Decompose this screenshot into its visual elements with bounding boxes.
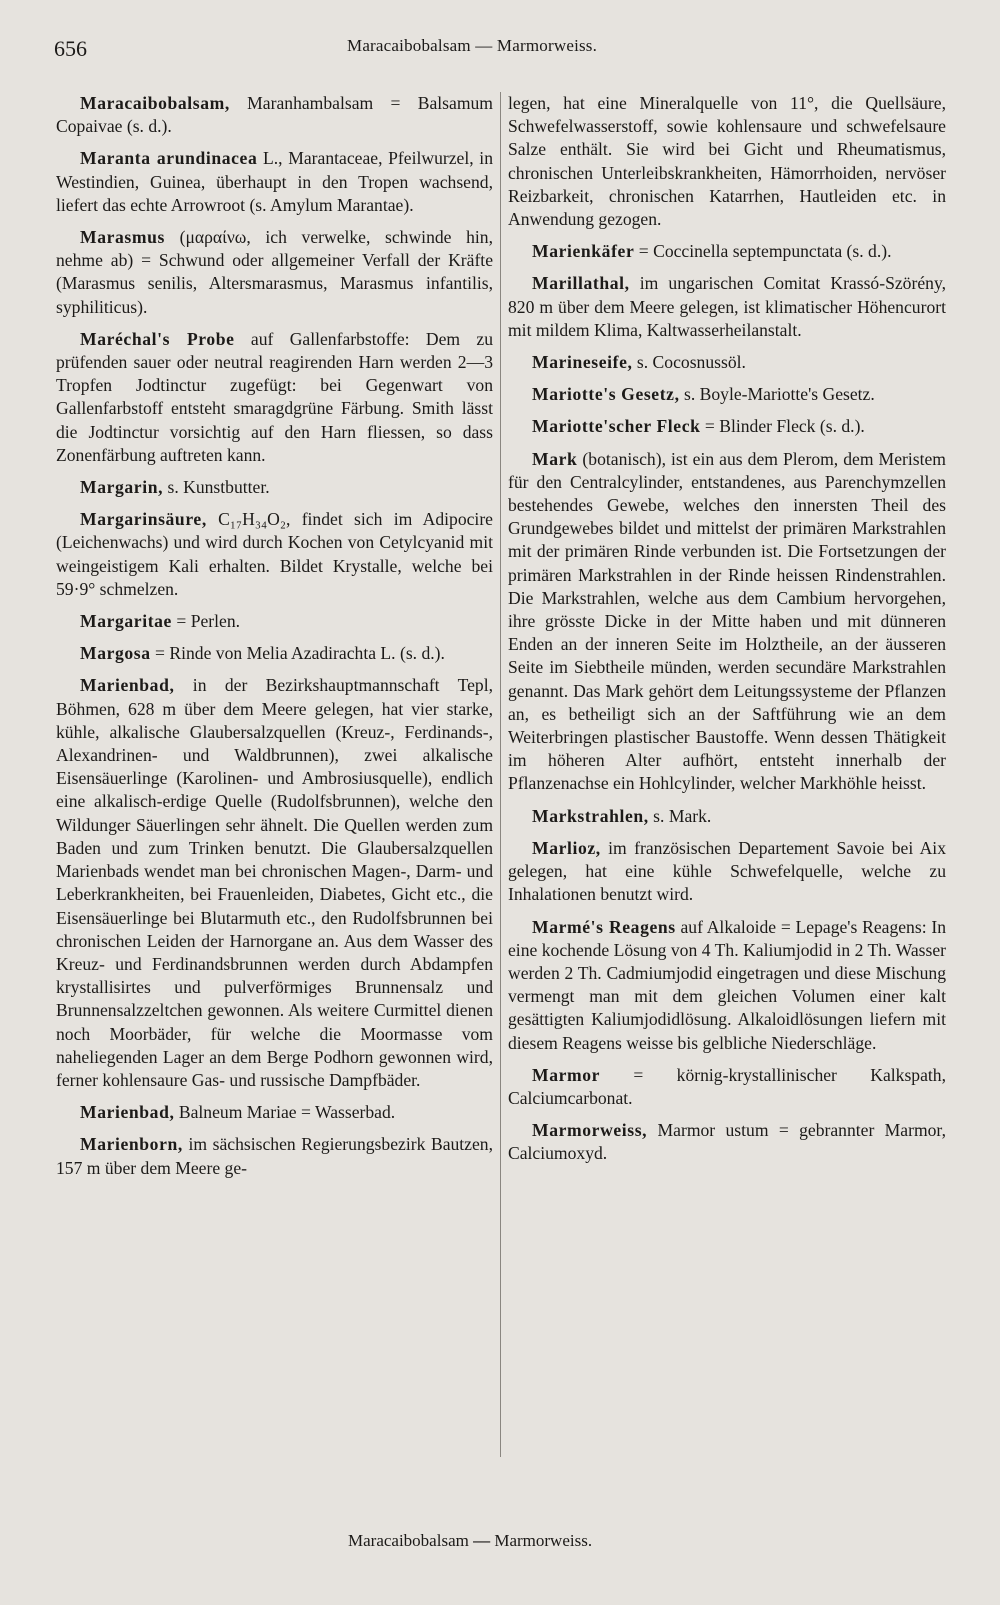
right-column <box>508 92 946 1175</box>
entry-text: s. Kunstbutter. <box>163 477 270 498</box>
entry-headword: Marineseife, <box>532 352 633 373</box>
column-divider <box>500 92 501 1457</box>
entry <box>508 448 946 796</box>
entry-text: Maranhambalsam = Balsamum Copaivae (s. d.). <box>56 93 493 137</box>
entry <box>56 328 493 467</box>
entry-headword: Mark <box>532 448 578 469</box>
footer-second: Marmorweiss. <box>494 1531 593 1550</box>
entry-text: s. Boyle-Mariotte's Gesetz. <box>679 384 875 405</box>
entry <box>508 415 946 438</box>
entry <box>56 476 493 499</box>
entry-headword: Mariotte's Gesetz, <box>532 384 680 405</box>
entry-text: auf Gallenfarbstoffe: Dem zu prüfenden sauer oder neutral reagirenden Harn werden 2—3 Tropfen Jodtinctur zugefügt: bei Gegenwart von Gallenfarbstoff entsteht smaragdgrüne Färbung. Smith lässt die Jodtinctur vorsichtig auf den Harn fliessen, so dass Zonenfärbung auftreten kann. <box>56 328 493 465</box>
entry-headword: Marienborn, <box>80 1134 183 1155</box>
entry-text: im ungarischen Comitat Krassó-Szörény, 820 m über dem Meere gelegen, ist klimatischer Höhencurort mit mildem Klima, Kaltwasserheilanstalt. <box>508 273 946 340</box>
entry-text: = Coccinella septempunctata (s. d.). <box>634 241 892 262</box>
entry <box>508 240 946 263</box>
entry-headword: Margarinsäure, <box>80 509 207 530</box>
page-footer <box>348 1531 592 1551</box>
entry-headword: Marasmus <box>80 227 165 248</box>
entry-headword: Marienbad, <box>80 675 175 696</box>
entry <box>508 351 946 374</box>
footer-first: Maracaibobalsam <box>348 1531 469 1550</box>
entry-text: Balneum Mariae = Wasserbad. <box>174 1102 396 1123</box>
entry-headword: Marlioz, <box>532 837 601 858</box>
entry-headword: Markstrahlen, <box>532 805 649 826</box>
entry-text: im sächsischen Regierungsbezirk Bautzen, 157 m über dem Meere ge- <box>56 1134 493 1178</box>
entry <box>56 147 493 217</box>
entry <box>508 272 946 342</box>
entry-text: = Blinder Fleck (s. d.). <box>700 416 865 437</box>
entry <box>56 610 493 633</box>
entry-text: = körnig-krystallinischer Kalkspath, Calciumcarbonat. <box>508 1064 946 1108</box>
entry <box>56 642 493 665</box>
entry-text: in der Bezirkshauptmannschaft Tepl, Böhmen, 628 m über dem Meere gelegen, hat vier starke, kühle, alkalische Glaubersalzquellen (Kreuz-, Ferdinands-, Alexandrinen- und Waldbrunnen), zwei alkalische Eisensäuerlinge (Karolinen- und Ambrosiusquelle), endlich eine alkalisch-erdige Quelle (Rudolfsbrunnen), welche den Wildunger Säuerlingen sehr ähnelt. Die Quellen werden zum Baden und zum Trinken benutzt. Die Glaubersalzquellen Marienbads wendet man bei chronischen Magen-, Darm- und Leberkrankheiten, bei Frauenleiden, Diabetes, Gicht etc., die Eisensäuerlinge bei Blutarmuth etc., den Rudolfsbrunnen bei chronischen Leiden der Harnorgane an. Aus dem Wasser des Kreuz- und Ferdinandsbrunnen werden durch Abdampfen krystallisirtes und pulverförmiges Brunnensalz und Brunnensalzzeltchen gewonnen. Als weitere Curmittel dienen noch Moorbäder, für welche die Moormasse vom naheliegenden Lager an dem Berge Podhorn gewonnen wird, ferner kohlensaure Gas- und russische Dampfbäder. <box>56 675 493 1090</box>
entry-text: Marmor ustum = gebrannter Marmor, Calciumoxyd. <box>508 1120 946 1164</box>
entry <box>508 805 946 828</box>
entry-headword: Marmor <box>532 1064 601 1085</box>
entry-text: auf Alkaloide = Lepage's Reagens: In eine kochende Lösung von 4 Th. Kaliumjodid in 2 Th. Wasser werden 2 Th. Cadmiumjodid eingetragen und diese Mischung vermengt man mit dem gleichen Volumen einer kalt gesättigten Kaliumjodidlösung. Alkaloidlösungen liefern mit diesem Reagens weisse bis gelbliche Niederschläge. <box>508 916 946 1053</box>
entry-text: s. Mark. <box>648 805 712 826</box>
entry-text: = Perlen. <box>171 611 241 632</box>
entry <box>508 1119 946 1165</box>
left-column <box>56 92 493 1189</box>
entry <box>56 674 493 1092</box>
entry-text: C₁₇H₃₄O₂, findet sich im Adipocire (Leichenwachs) und wird durch Kochen von Cetylcyanid mit weingeistigem Kali erhalten. Bildet Krystalle, welche bei 59·9° schmelzen. <box>56 509 493 599</box>
entry <box>508 383 946 406</box>
entry-headword: Marmé's Reagens <box>532 916 676 937</box>
entry-text: = Rinde von Melia Azadirachta L. (s. d.). <box>150 643 445 664</box>
entry <box>56 1133 493 1179</box>
entry <box>508 916 946 1055</box>
entry-headword: Margosa <box>80 643 151 664</box>
entry-headword: Mariotte'scher Fleck <box>532 416 701 437</box>
entry <box>56 92 493 138</box>
entry <box>508 837 946 907</box>
entry <box>508 1064 946 1110</box>
footer-dash: — <box>468 1531 495 1550</box>
entry <box>56 1101 493 1124</box>
entry-text: (botanisch), ist ein aus dem Plerom, dem Meristem für den Centralcylinder, entstandenes, aus Parenchymzellen bestehendes Gewebe, welches den innersten Theil des Grundgewebes bildet und mittelst der primären Markstrahlen mit der primären Rinde verbunden ist. Die Fortsetzungen der primären Markstrahlen in der Rinde heissen Rindenstrahlen. Die Markstrahlen, welche aus dem Cambium hervorgehen, ihre grösste Dicke in der Mitte haben und mit dünneren Enden an der inneren Seite im Holztheile, an der äusseren Seite im Siebtheile münden, werden secundäre Markstrahlen genannt. Das Mark gehört dem Leitungssysteme der Pflanzen an, es betheiligt sich an der Saftführung wie an dem Weiterbringen plastischer Baustoffe. Wenn dessen Thätigkeit im höheren Alter aufhört, entsteht innerhalb der Pflanzenachse ein Hohlcylinder, welcher Markhöhle heisst. <box>508 448 946 794</box>
page-number: 656 <box>54 36 87 61</box>
entry-headword: Marmorweiss, <box>532 1120 648 1141</box>
running-title: Maracaibobalsam — Marmorweiss. <box>347 36 598 55</box>
entry-text: L., Marantaceae, Pfeilwurzel, in Westindien, Guinea, überhaupt in den Tropen wachsend, liefert das echte Arrowroot (s. Amylum Marantae). <box>56 148 493 215</box>
entry-headword: Margaritae <box>80 611 172 632</box>
entry-headword: Marienbad, <box>80 1102 175 1123</box>
entry-headword: Maranta arundinacea <box>80 148 258 169</box>
entry-headword: Maracaibobalsam, <box>80 93 230 113</box>
entry-text: (μαραίνω, ich verwelke, schwinde hin, nehme ab) = Schwund oder allgemeiner Verfall der Kräfte (Marasmus senilis, Altersmarasmus, Marasmus infantilis, syphiliticus). <box>56 227 493 317</box>
entry-headword: Marillathal, <box>532 273 630 294</box>
entry-headword: Marienkäfer <box>532 241 635 262</box>
entry-headword: Margarin, <box>80 477 164 498</box>
entry-headword: Maréchal's Probe <box>80 328 235 349</box>
entry-text: s. Cocosnussöl. <box>632 352 746 373</box>
entry <box>56 508 493 601</box>
entry-text: im französischen Departement Savoie bei Aix gelegen, hat eine kühle Schwefelquelle, welche zu Inhalationen benutzt wird. <box>508 837 946 905</box>
entry <box>56 226 493 319</box>
entry-continuation: legen, hat eine Mineralquelle von 11°, die Quellsäure, Schwefelwasserstoff, sowie kohlensaure und schwefelsaure Salze enthält. Sie wird bei Gicht und Rheumatismus, chronischen Unterleibskrankheiten, Hämorrhoiden, nervöser Reizbarkeit, chronischen Katarrhen, Hautleiden etc. in Anwendung gezogen. <box>508 93 946 230</box>
